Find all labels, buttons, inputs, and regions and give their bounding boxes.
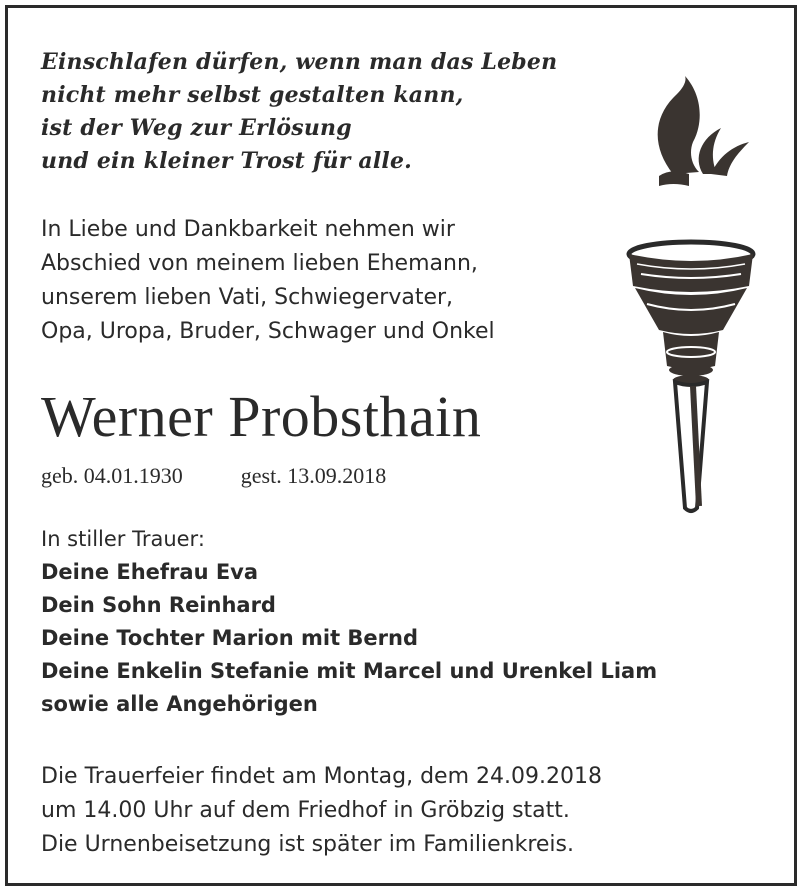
torch-icon [611, 76, 771, 516]
mourner-item: Dein Sohn Reinhard [41, 593, 276, 617]
quote-line: Einschlafen dürfen, wenn man das Leben [41, 49, 558, 75]
quote-line: und ein kleiner Trost für alle. [41, 148, 413, 174]
mourners-heading: In stiller Trauer: [41, 527, 205, 551]
service-info [41, 760, 602, 862]
deceased-name: Werner Probsthain [41, 384, 482, 449]
intro-line: Abschied von meinem lieben Ehemann, [41, 251, 478, 276]
mourner-item: Deine Tochter Marion mit Bernd [41, 626, 419, 650]
death-date: gest. 13.09.2018 [240, 463, 387, 488]
life-dates [41, 460, 386, 492]
intro-line: unserem lieben Vati, Schwiegervater, [41, 285, 454, 310]
intro-line: In Liebe und Dankbarkeit nehmen wir [41, 217, 455, 242]
quote-line: ist der Weg zur Erlösung [41, 115, 352, 141]
service-line: um 14.00 Uhr auf dem Friedhof in Gröbzig statt. [41, 798, 570, 823]
intro-line: Opa, Uropa, Bruder, Schwager und Onkel [41, 319, 495, 344]
memorial-quote [41, 46, 557, 178]
mourner-item: Deine Enkelin Stefanie mit Marcel und Urenkel Liam [41, 659, 658, 683]
quote-line: nicht mehr selbst gestalten kann, [41, 82, 464, 108]
torch-flame [658, 76, 700, 174]
birth-date: geb. 04.01.1930 [41, 463, 183, 488]
mourner-item: sowie alle Angehörigen [41, 692, 318, 716]
obituary-frame [5, 5, 797, 886]
torch-neck [663, 332, 719, 369]
mourners-list [41, 523, 657, 721]
torch-flame-wisp [711, 142, 749, 176]
torch-flame-base [659, 171, 689, 186]
service-line: Die Urnenbeisetzung ist später im Familienkreis. [41, 832, 574, 857]
service-line: Die Trauerfeier findet am Montag, dem 24.09.2018 [41, 764, 602, 789]
intro-text [41, 213, 495, 349]
mourner-item: Deine Ehefrau Eva [41, 560, 259, 584]
